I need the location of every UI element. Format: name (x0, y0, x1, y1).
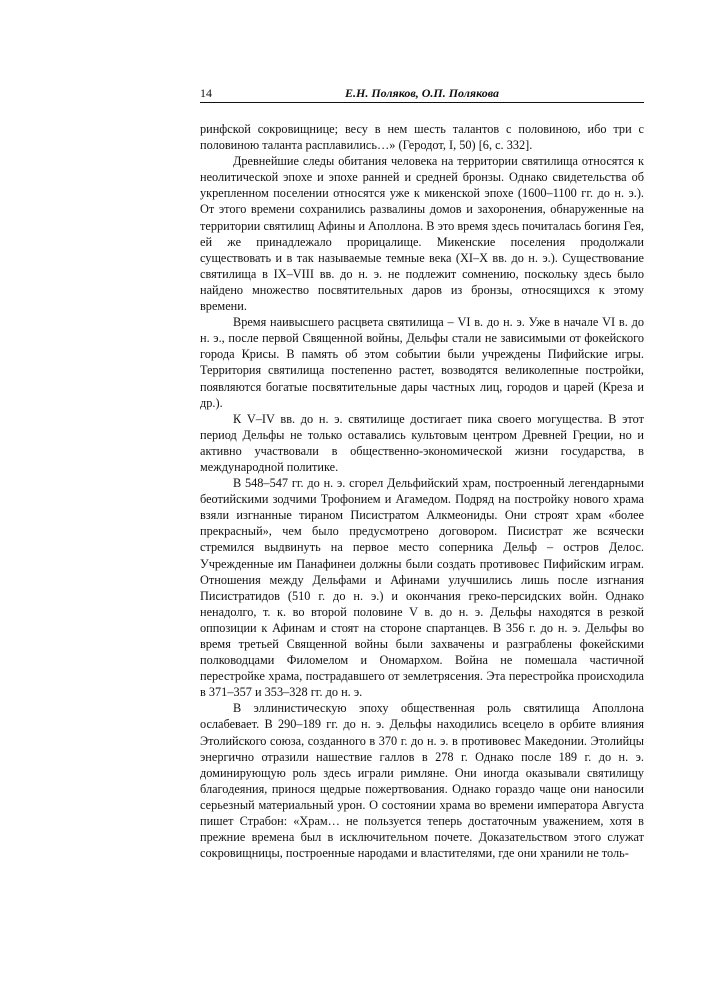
body-text (200, 121, 644, 861)
running-header-authors: Е.Н. Поляков, О.П. Полякова (345, 86, 499, 100)
paragraph: К V–IV вв. до н. э. святилище достигает пика своего могущества. В этот период Дельфы не только оставались культовым центром Древней Греции, но и активно участвовали в общественно-экономической жизни государства, в международной политике. (200, 411, 644, 474)
document-page (200, 86, 644, 861)
paragraph: В 548–547 гг. до н. э. сгорел Дельфийский храм, построенный легендарными беотийскими зодчими Трофонием и Агамедом. Подряд на постройку нового храма взяли изгнанные тираном Писистратом Алкмеониды. Они строят храм «более прекрасный», чем было предусмотрено договором. Писистрат же всячески стремился выдвинуть на первое место соперника Дельф – остров Делос. Учрежденные им Панафинеи должны были создать противовес Пифийским играм. Отношения между Дельфами и Афинами улучшились лишь после изгнания Писистратидов (510 г. до н. э.) и окончания греко-персидских войн. Однако ненадолго, т. к. во второй половине V в. до н. э. Дельфы находятся в резкой оппозиции к Афинам и стоят на стороне спартанцев. В 356 г. до н. э. Дельфы во время третьей Священной войны были захвачены и разграблены фокейскими полководцами Филомелом и Ономархом. Война не помешала частичной перестройке храма, пострадавшего от землетрясения. Эта перестройка происходила в 371–357 и 353–328 гг. до н. э. (200, 476, 644, 700)
paragraph-continuation: ринфской сокровищнице; весу в нем шесть талантов с половиною, ибо три с половиною таланта расплавились…» (Геродот, I, 50) [6, с. 332]. (200, 122, 644, 153)
paragraph: Древнейшие следы обитания человека на территории святилища относятся к неолитической эпохе и эпохе ранней и средней бронзы. Однако свидетельства об укрепленном поселении относятся уже к микенской эпохе (1600–1100 гг. до н. э.). От этого времени сохранились развалины домов и захоронения, обнаруженные на территории святилищ Афины и Аполлона. В это время здесь почиталась богиня Гея, ей же принадлежало прорицалище. Микенские поселения продолжали существовать и в так называемые темные века (XI–X вв. до н. э.). Существование святилища в IX–VIII вв. до н. э. не подлежит сомнению, поскольку здесь было найдено множество посвятительных даров из бронзы, относящихся к этому времени. (200, 154, 644, 314)
page-number: 14 (200, 86, 212, 100)
paragraph: В эллинистическую эпоху общественная роль святилища Аполлона ослабевает. В 290–189 гг. до н. э. Дельфы находились всецело в орбите влияния Этолийского союза, созданного в 370 г. до н. э. в противовес Македонии. Этолийцы энергично отразили нашествие галлов в 278 г. Однако после 189 г. до н. э. доминирующую роль здесь играли римляне. Они иногда оказывали святилищу благодеяния, принося щедрые пожертвования. Однако гораздо чаще они наносили серьезный материальный урон. О состоянии храма во времени императора Августа пишет Страбон: «Храм… не пользуется теперь достаточным уважением, хотя в прежние времена был в исключительном почете. Доказательством этого служат сокровищницы, построенные народами и властителями, где они хранили не толь- (200, 701, 644, 861)
running-header (200, 86, 644, 100)
paragraph: Время наивысшего расцвета святилища – VI в. до н. э. Уже в начале VI в. до н. э., после первой Священной войны, Дельфы стали не зависимыми от фокейского города Крисы. В память об этом событии были учреждены Пифийские игры. Территория святилища постепенно растет, возводятся великолепные постройки, появляются богатые посвятительные дары частных лиц, городов и царей (Креза и др.). (200, 315, 644, 410)
header-rule (200, 102, 644, 103)
